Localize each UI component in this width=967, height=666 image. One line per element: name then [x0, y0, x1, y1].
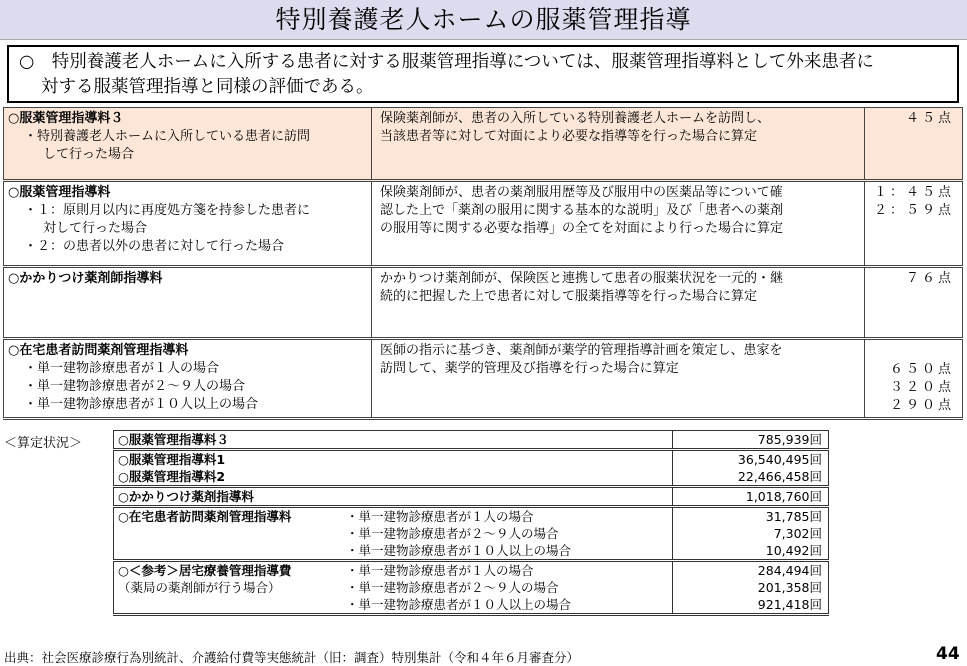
status-item: ・単一建物診療患者が１０人以上の場合: [346, 543, 572, 558]
fee-item: ・単一建物診療患者が１０人以上の場合: [24, 397, 259, 412]
status-name-cell: [114, 561, 673, 615]
status-count: 785,939回: [673, 431, 829, 450]
fee-row: [4, 181, 963, 267]
fee-description: 当該患者等に対して対面により必要な指導等を行った場合に算定: [380, 129, 758, 144]
status-count: 921,418回: [757, 597, 822, 612]
fee-description: の服用等に関する必要な指導」の全てを対面により行った場合に算定: [380, 221, 784, 236]
status-name: ○＜参考＞居宅療養管理指導費: [118, 563, 292, 578]
fee-points-cell: [865, 339, 963, 419]
fee-name-cell: [4, 108, 372, 181]
status-count: 7,302回: [773, 526, 822, 541]
status-name: ○服薬管理指導料３: [114, 431, 673, 450]
status-item: ・単一建物診療患者が１人の場合: [346, 509, 534, 524]
fee-description-cell: [372, 108, 865, 181]
status-count: 10,492回: [765, 543, 822, 558]
fee-points: ２９０点: [889, 398, 954, 413]
status-item: ・単一建物診療患者が１０人以上の場合: [346, 597, 572, 612]
fee-points-cell: [865, 181, 963, 267]
status-name: ○在宅患者訪問薬剤管理指導料: [118, 509, 292, 524]
status-table: [113, 430, 829, 616]
page-number: 44: [936, 644, 960, 664]
source-note: 出典：社会医療診療行為別統計、介護給付費等実態統計（旧：調査）特別集計（令和４年６月審査分）: [4, 650, 580, 665]
status-count: 22,466,458回: [737, 469, 822, 484]
fee-description: 訪問して、薬学的管理及び指導を行った場合に算定: [380, 361, 679, 376]
fee-points: １：４５点: [873, 185, 954, 200]
fee-description: 認した上で「薬剤の服用に関する基本的な説明」及び「患者への薬剤: [380, 203, 784, 218]
status-name: ○服薬管理指導料2: [118, 469, 226, 484]
fee-points: ６５０点: [889, 362, 954, 377]
fee-table: [3, 107, 963, 420]
status-count: 36,540,495回: [737, 452, 822, 467]
fee-name-cell: [4, 267, 372, 339]
status-row: [114, 450, 829, 487]
fee-name-cell: [4, 339, 372, 419]
status-count-cell: [673, 450, 829, 487]
status-label: ＜算定状況＞: [4, 436, 83, 451]
status-count: 31,785回: [765, 509, 822, 524]
status-name: ○服薬管理指導料1: [118, 452, 226, 467]
fee-item: ・単一建物診療患者が２～９人の場合: [24, 379, 246, 394]
fee-row: [4, 108, 963, 181]
status-row: [114, 507, 829, 561]
fee-item: ・２：の患者以外の患者に対して行った場合: [24, 239, 285, 254]
status-item: ・単一建物診療患者が２～９人の場合: [346, 580, 559, 595]
fee-description-cell: [372, 339, 865, 419]
fee-item: して行った場合: [43, 147, 135, 162]
fee-name: ○服薬管理指導料３: [8, 111, 124, 126]
status-count-cell: [673, 561, 829, 615]
fee-item: 対して行った場合: [43, 221, 148, 236]
fee-points: ７６点: [905, 271, 954, 286]
status-item: ・単一建物診療患者が１人の場合: [346, 563, 534, 578]
status-count: 1,018,760回: [673, 487, 829, 507]
fee-name: ○在宅患者訪問薬剤管理指導料: [8, 343, 189, 358]
fee-row: [4, 267, 963, 339]
summary-line-1: ○ 特別養護老人ホームに入所する患者に対する服薬管理指導については、服薬管理指導料として外来患者に: [19, 52, 874, 72]
status-row: [114, 431, 829, 450]
summary-line-2: 対する服薬管理指導と同様の評価である。: [41, 77, 374, 97]
fee-item: ・単一建物診療患者が１人の場合: [24, 361, 220, 376]
fee-points: ３２０点: [889, 380, 954, 395]
fee-points: ２：５９点: [873, 203, 954, 218]
fee-description-cell: [372, 181, 865, 267]
summary-box: [7, 45, 959, 103]
status-item: ・単一建物診療患者が２～９人の場合: [346, 526, 559, 541]
fee-name: ○かかりつけ薬剤師指導料: [8, 271, 163, 286]
fee-description: 医師の指示に基づき、薬剤師が薬学的管理指導計画を策定し、患家を: [380, 343, 783, 358]
status-subnote: （薬局の薬剤師が行う場合）: [118, 580, 281, 595]
page-title: 特別養護老人ホームの服薬管理指導: [0, 0, 967, 40]
fee-name-cell: [4, 181, 372, 267]
fee-description: 保険薬剤師が、患者の入所している特別養護老人ホームを訪問し、: [380, 111, 771, 126]
status-row: [114, 561, 829, 615]
status-name: ○かかりつけ薬剤指導料: [114, 487, 673, 507]
status-row: [114, 487, 829, 507]
status-name-cell: [114, 450, 673, 487]
fee-description-cell: [372, 267, 865, 339]
fee-points-cell: [865, 267, 963, 339]
status-name-cell: [114, 507, 673, 561]
fee-item: ・１：原則月以内に再度処方箋を持参した患者に: [24, 203, 311, 218]
fee-name: ○服薬管理指導料: [8, 185, 111, 200]
status-count-cell: [673, 507, 829, 561]
fee-description: かかりつけ薬剤師が、保険医と連携して患者の服薬状況を一元的・継: [380, 271, 784, 286]
fee-points-cell: [865, 108, 963, 181]
fee-item: ・特別養護老人ホームに入所している患者に訪問: [24, 129, 311, 144]
fee-description: 続的に把握した上で患者に対して服薬指導等を行った場合に算定: [380, 289, 758, 304]
fee-row: [4, 339, 963, 419]
fee-points: ４５点: [905, 111, 954, 126]
status-count: 201,358回: [757, 580, 822, 595]
fee-description: 保険薬剤師が、患者の薬剤服用歴等及び服用中の医薬品等について確: [380, 185, 783, 200]
status-count: 284,494回: [757, 563, 822, 578]
